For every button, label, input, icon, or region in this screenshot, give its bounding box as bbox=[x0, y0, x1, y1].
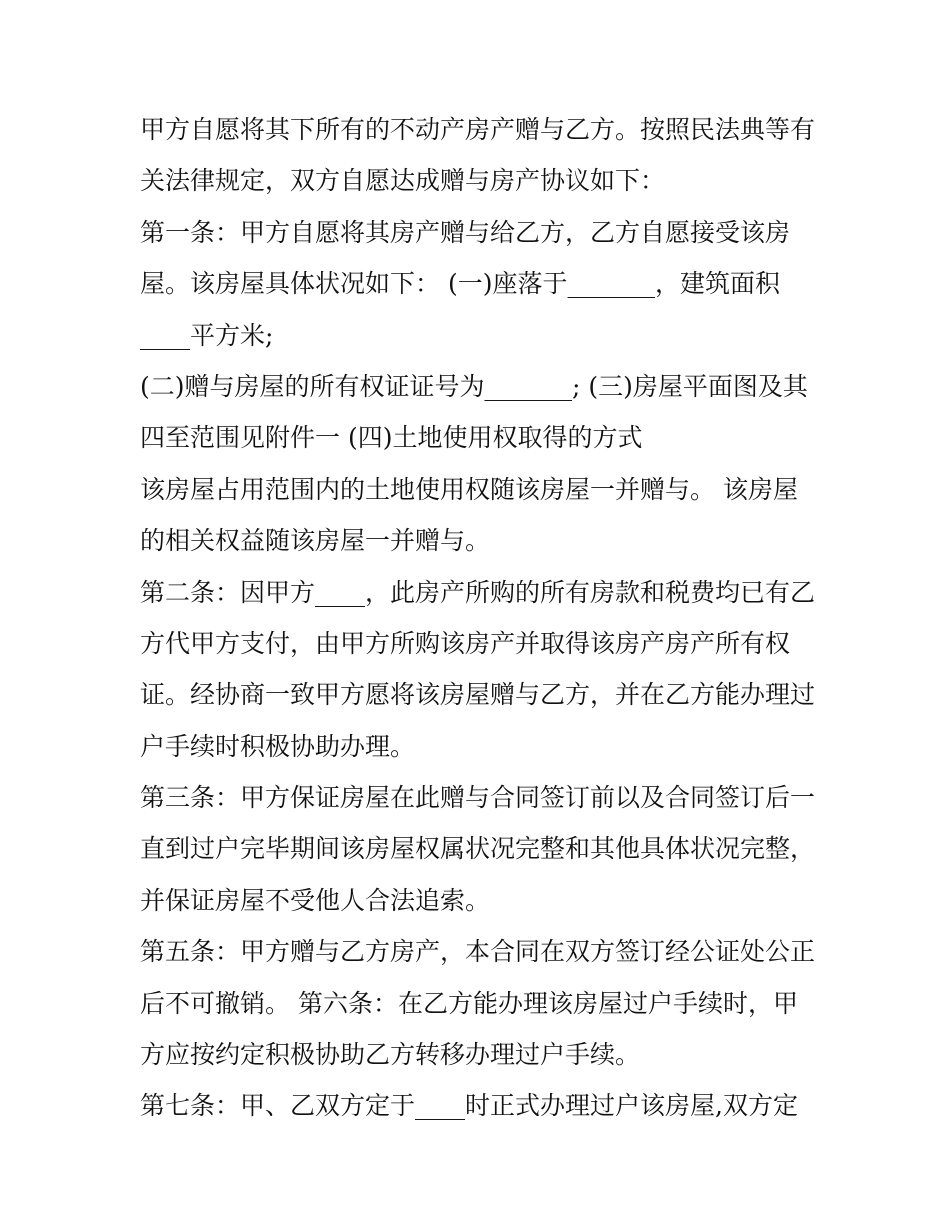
text-line: 关法律规定，双方自愿达成赠与房产协议如下： bbox=[140, 166, 666, 196]
text-line: 并保证房屋不受他人合法追索。 bbox=[140, 885, 491, 915]
text-line: 第五条：甲方赠与乙方房产，本合同在双方签订经公证处公正 bbox=[140, 937, 816, 967]
text-line: 的相关权益随该房屋一并赠与。 bbox=[140, 526, 491, 556]
text-line: (二)赠与房屋的所有权证证号为_______; (三)房屋平面图及其 bbox=[140, 371, 808, 401]
contract-body bbox=[140, 104, 830, 1132]
text-line: 后不可撤销。 第六条：在乙方能办理该房屋过户手续时，甲 bbox=[140, 988, 798, 1018]
text-line: 直到过户完毕期间该房屋权属状况完整和其他具体状况完整， bbox=[140, 834, 816, 864]
text-line: 方应按约定积极协助乙方转移办理过户手续。 bbox=[140, 1040, 641, 1070]
text-line: ____平方米; bbox=[140, 320, 274, 350]
text-line: 甲方自愿将其下所有的不动产房产赠与乙方。按照民法典等有 bbox=[140, 115, 816, 144]
text-line: 第二条：因甲方____，此房产所购的所有房款和税费均已有乙 bbox=[140, 577, 816, 607]
text-line: 证。经协商一致甲方愿将该房屋赠与乙方，并在乙方能办理过 bbox=[140, 680, 816, 710]
text-line: 第一条：甲方自愿将其房产赠与给乙方，乙方自愿接受该房 bbox=[140, 217, 791, 247]
text-line: 屋。该房屋具体状况如下： (一)座落于_______，建筑面积 bbox=[140, 269, 780, 299]
text-line: 户手续时积极协助办理。 bbox=[140, 731, 416, 761]
text-line: 第三条：甲方保证房屋在此赠与合同签订前以及合同签订后一 bbox=[140, 783, 816, 813]
text-line: 该房屋占用范围内的土地使用权随该房屋一并赠与。 该房屋 bbox=[140, 474, 798, 504]
text-line: 方代甲方支付，由甲方所购该房产并取得该房产房产所有权 bbox=[140, 628, 791, 658]
text-line: 四至范围见附件一 (四)土地使用权取得的方式 bbox=[140, 423, 643, 453]
text-line: 第七条：甲、乙双方定于____时正式办理过户该房屋,双方定 bbox=[140, 1091, 798, 1121]
